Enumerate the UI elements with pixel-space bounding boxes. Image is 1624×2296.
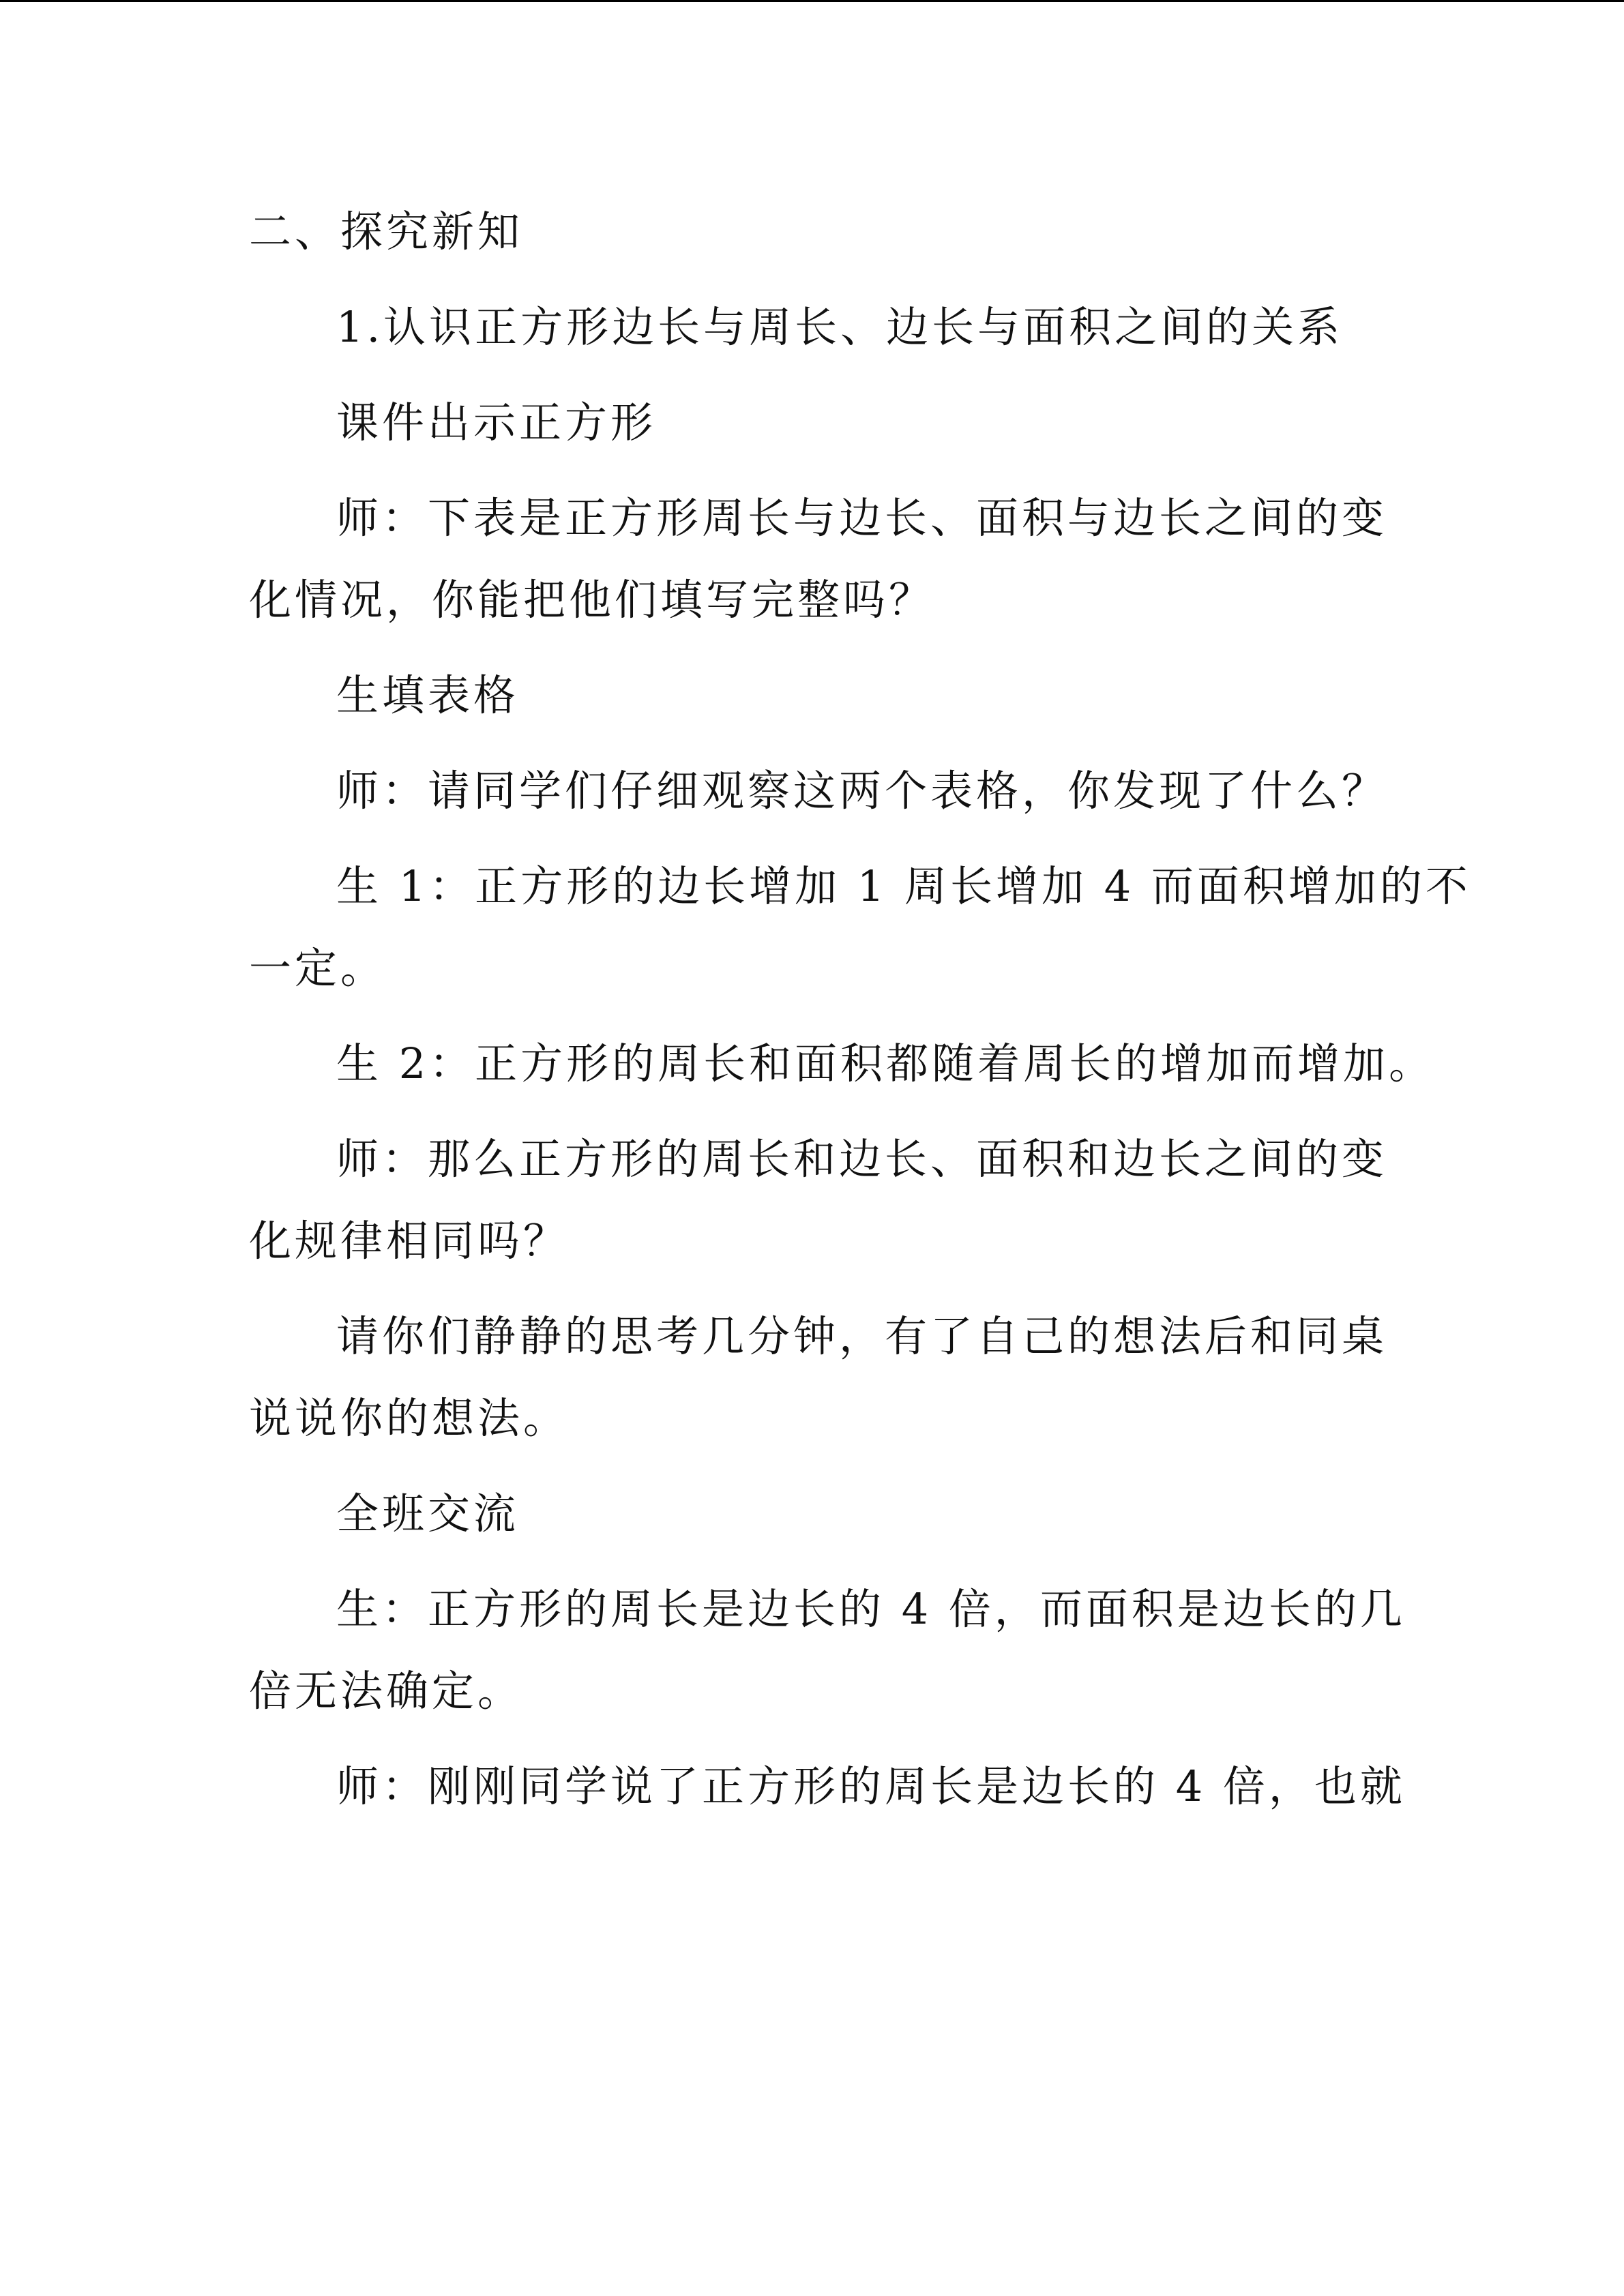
paragraph-line: 全班交流 xyxy=(336,1489,520,1538)
paragraph-line: 生 1：正方形的边长增加 1 周长增加 4 而面积增加的不 xyxy=(336,861,1471,911)
subsection-heading: 1.认识正方形边长与周长、边长与面积之间的关系 xyxy=(336,302,1344,352)
paragraph-line: 师：下表是正方形周长与边长、面积与边长之间的变 xyxy=(336,493,1388,543)
paragraph-line: 倍无法确定。 xyxy=(249,1666,524,1716)
paragraph-line: 师：那么正方形的周长和边长、面积和边长之间的变 xyxy=(336,1134,1388,1184)
paragraph-line: 化规律相同吗？ xyxy=(249,1216,570,1266)
paragraph-line: 课件出示正方形 xyxy=(336,398,657,447)
paragraph-line: 生填表格 xyxy=(336,670,520,720)
paragraph-line: 生 2：正方形的周长和面积都随着周长的增加而增加。 xyxy=(336,1039,1435,1088)
paragraph-line: 请你们静静的思考几分钟，有了自己的想法后和同桌 xyxy=(336,1311,1388,1361)
paragraph-line: 说说你的想法。 xyxy=(249,1393,570,1443)
paragraph-line: 一定。 xyxy=(249,943,387,993)
section-heading: 二、探究新知 xyxy=(249,207,524,256)
paragraph-line: 师：刚刚同学说了正方形的周长是边长的 4 倍，也就 xyxy=(336,1761,1406,1811)
paragraph-line: 师：请同学们仔细观察这两个表格，你发现了什么？ xyxy=(336,766,1388,816)
top-border-line xyxy=(0,0,1624,2)
paragraph-line: 化情况，你能把他们填写完整吗？ xyxy=(249,575,935,625)
paragraph-line: 生：正方形的周长是边长的 4 倍，而面积是边长的几 xyxy=(336,1584,1406,1634)
